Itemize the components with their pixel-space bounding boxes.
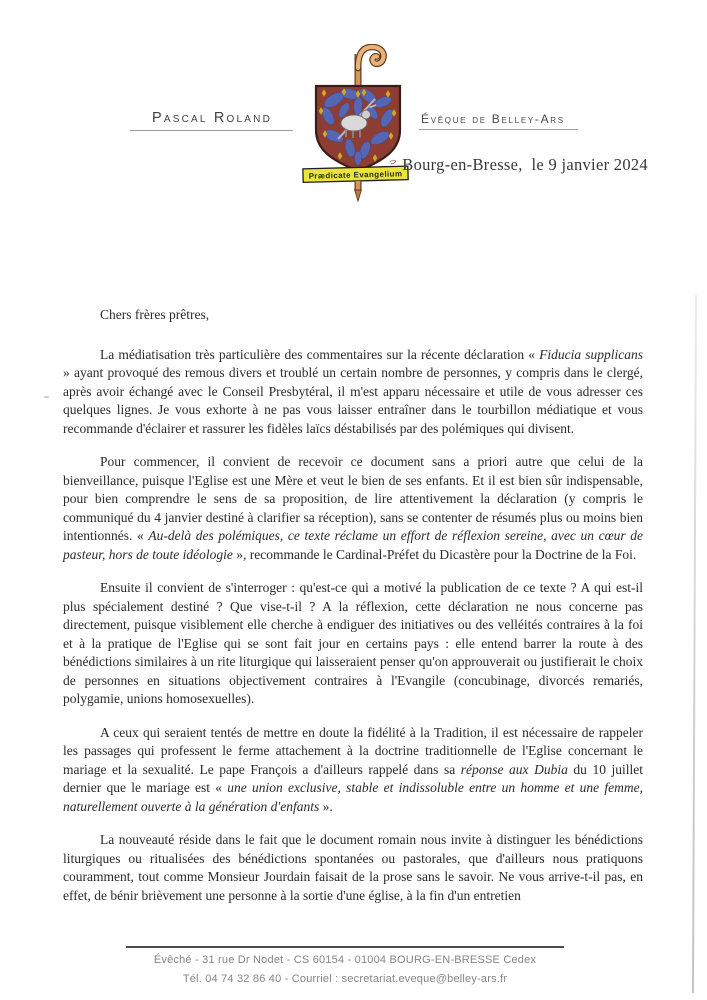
- text-segment: du 10 juillet dernier que le mariage est «: [63, 761, 644, 795]
- letter-body: [63, 306, 643, 920]
- paragraph: [63, 453, 643, 564]
- italic-text-segment: une union exclusive, stable et indissoluble entre un homme et une femme, naturellement ouverte à la génération d'enfants: [63, 780, 643, 814]
- sender-name: Pascal Roland: [151, 110, 273, 126]
- episcopal-coat-of-arms-icon: [298, 44, 418, 204]
- text-segment: Pour commencer, il convient de recevoir ce document sans a priori autre que celui de la bienveillance, puisque l'Eglise est une Mère et veut le bien de ses enfants. Et il est bien sûr indispensable, pour bien comprendre le sens de sa proposition, de lire attentivement la déclaration (y compris le communiqué du 4 janvier destiné à clarifier sa réception), sans se contenter de résumés plus ou moins bien intentionnés. «: [63, 454, 643, 543]
- italic-text-segment: Fiducia supplicans: [539, 346, 643, 362]
- footer: [55, 951, 635, 989]
- footer-address: Évêché - 31 rue Dr Nodet - CS 60154 - 01004 BOURG-EN-BRESSE Cedex: [153, 954, 537, 966]
- text-segment: La nouveauté réside dans le fait que le document romain nous invite à distinguer les bénédictions liturgiques ou ritualisées des bénédictions spontanées ou pastorales, que d'ailleurs nous pratiquons couramment, tout comme Monsieur Jourdain faisait de la prose sans le savoir. Ne vous arrive-t-il pas, en effet, de bénir brièvement une personne à la sortie d'une église, à la fin d'un entretien: [63, 832, 643, 903]
- paragraph: [63, 724, 643, 817]
- scan-edge-artifact: [692, 295, 697, 993]
- text-segment: ».: [319, 798, 333, 814]
- sender-title-rule: [419, 129, 578, 130]
- text-segment: La médiatisation très particulière des commentaires sur la récente déclaration «: [100, 346, 540, 362]
- footer-rule: [126, 946, 564, 948]
- paragraph: [63, 579, 643, 709]
- scan-dash-artifact: [44, 396, 49, 398]
- text-segment: Ensuite il convient de s'interroger : qu'est-ce qui a motivé la publication de ce texte ? A qui est-il plus spécialement destiné ? Que vise-t-il ? A la réflexion, cette déclaration ne nous concerne pas directement, puisque visiblement elle cherche à endiguer des initiatives ou des velléités contraires à la foi et à la pratique de l'Eglise qui se sont fait jour en certains pays : elle entend barrer la route à des bénédictions similaires à un rite liturgique qui laisseraient penser qu'on approuverait ou justifierait le choix de personnes en situations objectivement contraires à l'Evangile (concubinage, divorcés remariés, polygamie, unions homosexuelles).: [63, 580, 643, 706]
- text-segment: » ayant provoqué des remous divers et troublé un certain nombre de personnes, y compris dans le clergé, après avoir échangé avec le Conseil Presbytéral, il m'est apparu nécessaire et utile de vous adresser ces quelques lignes. Je vous exhorte à ne pas vous laisser entraîner dans le tourbillon médiatique et vous recommande d'éclairer et rassurer les fidèles laïcs déstabilisés par des polémiques qui divisent.: [63, 365, 643, 436]
- dateline: Bourg-en-Bresse, le 9 janvier 2024: [402, 155, 648, 174]
- paragraph: [63, 831, 643, 905]
- text-segment: A ceux qui seraient tentés de mettre en doute la fidélité à la Tradition, il est nécessaire de rappeler les passages qui professent le ferme attachement à la doctrine traditionnelle de l'Eglise concernant le mariage et la sexualité. Le pape François a d'ailleurs rappelé dans sa: [63, 724, 643, 777]
- sender-name-rule: [130, 130, 293, 131]
- footer-contact: Tél. 04 74 32 86 40 - Courriel : secretariat.eveque@belley-ars.fr: [182, 973, 508, 985]
- salutation: Chers frères prêtres,: [100, 307, 210, 322]
- motto-text: Prædicate Evangelium: [308, 169, 403, 181]
- text-segment: », recommande le Cardinal-Préfet du Dicastère pour la Doctrine de la Foi.: [232, 546, 637, 562]
- italic-text-segment: réponse aux Dubia: [460, 761, 568, 777]
- italic-text-segment: Au-delà des polémiques, ce texte réclame un effort de réflexion sereine, avec un cœur de pasteur, hors de toute idéologie: [63, 528, 643, 562]
- paragraph: [63, 346, 643, 439]
- sender-title: Évêque de Belley-Ars: [421, 112, 565, 126]
